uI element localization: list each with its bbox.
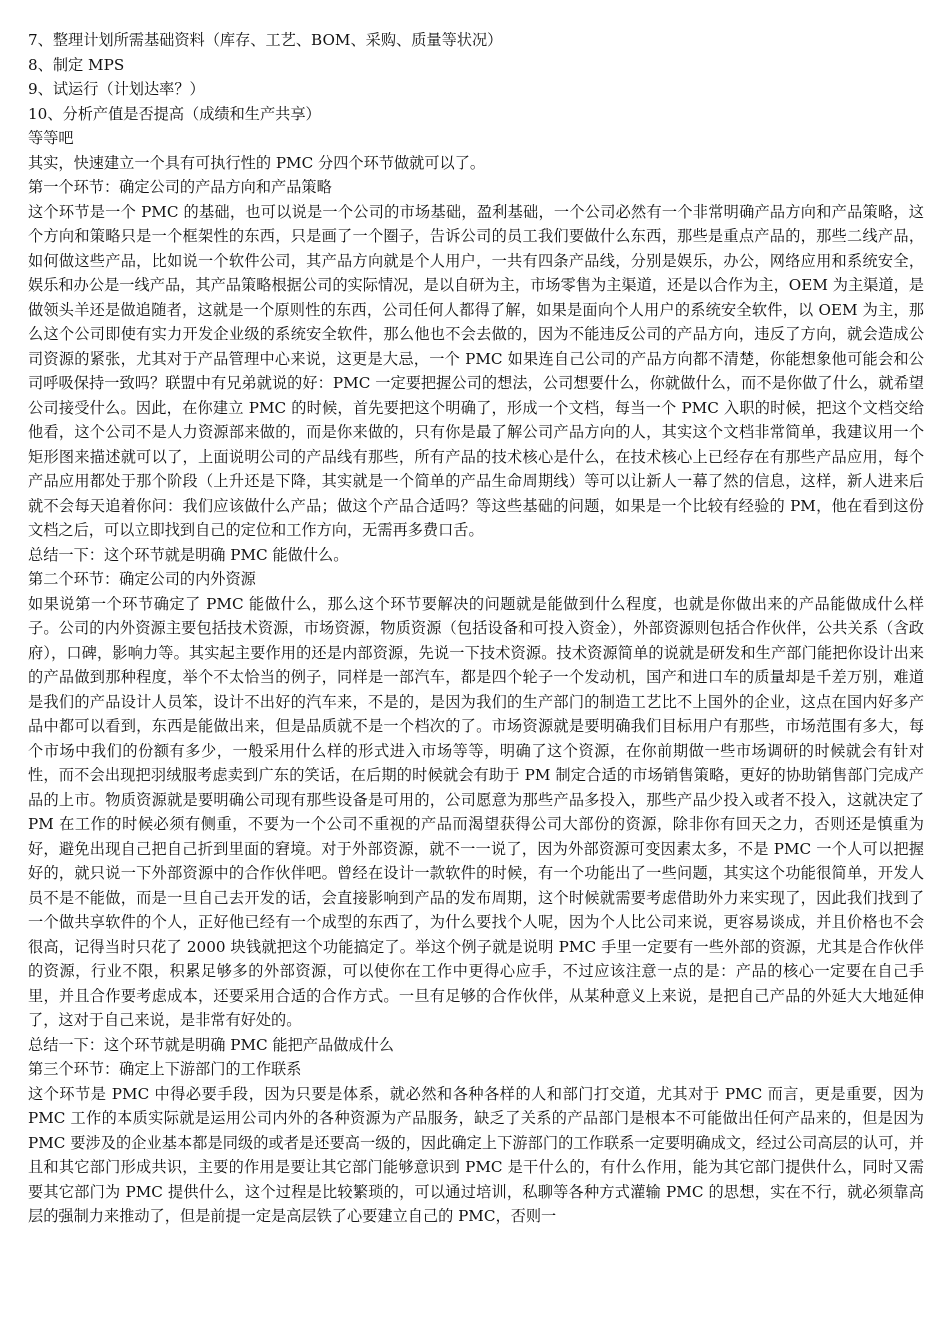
section1-heading: 第一个环节：确定公司的产品方向和产品策略: [28, 178, 332, 196]
section1-body: 这个环节是一个 PMC 的基础，也可以说是一个公司的市场基础，盈利基础，一个公司必然有一个非常明确产品方向和产品策略，这个方向和策略只是一个框架性的东西，只是画了一个圈子，告诉公司的员工我们要做什么东西，那些是重点产品的，那些二线产品，如何做这些产品，比如说一个软件公司，其产品方向就是个人用户，一共有四条产品线，分别是娱乐，办公，网络应用和系统安全，娱乐和办公是一线产品，其产品策略根据公司的实际情况，是以自研为主，市场零售为主渠道，还是以合作为主，OEM 为主渠道，是做领头羊还是做追随者，这就是一个原则性的东西，公司任何人都得了解，如果是面向个人用户的系统安全软件，以 OEM 为主，那么这个公司即使有实力开发企业级的系统安全软件，那么他也不会去做的，因为不能违反公司的产品方向，违反了方向，就会造成公司资源的紧张，尤其对于产品管理中心来说，这更是大忌，一个 PMC 如果连自己公司的产品方向都不清楚，你能想象他可能会和公司呼吸保持一致吗？联盟中有兄弟就说的好：PMC 一定要把握公司的想法，公司想要什么，你就做什么，而不是你做了什么，就希望公司接受什么。因此，在你建立 PMC 的时候，首先要把这个明确了，形成一个文档，每当一个 PMC 入职的时候，把这个文档交给他看，这个公司不是人力资源部来做的，而是你来做的，只有你是最了解公司产品方向的人，其实这个文档非常简单，我建议用一个矩形图来描述就可以了，上面说明公司的产品线有那些，所有产品的技术核心是什么，在技术核心上已经存在有那些产品应用，每个产品应用都处于那个阶段（上升还是下降，其实就是一个简单的产品生命周期线）等可以让新人一幕了然的信息，这样，新人进来后就不会每天追着你问：我们应该做什么产品；做这个产品合适吗？等这些基础的问题，如果是一个比较有经验的 PM，他在看到这份文档之后，可以立即找到自己的定位和工作方向，无需再多费口舌。: [28, 202, 924, 539]
section2-heading: 第二个环节：确定公司的内外资源: [28, 570, 256, 588]
list-item-10: 10、分析产值是否提高（成绩和生产共享）: [28, 104, 321, 123]
section2-body: 如果说第一个环节确定了 PMC 能做什么，那么这个环节要解决的问题就是能做到什么程度，也就是你做出来的产品能做成什么样子。公司的内外资源主要包括技术资源，市场资源，物质资源（包括设备和可投入资金），外部资源则包括合作伙伴，公共关系（含政府），口碑，影响力等。其实起主要作用的还是内部资源，先说一下技术资源。技术资源简单的说就是研发和生产部门能把你设计出来的产品做到那种程度，举个不太恰当的例子，同样是一部汽车，都是四个轮子一个发动机，国产和进口车的质量却是千差万别，难道是我们的产品设计人员笨，设计不出好的汽车来，不是的，是因为我们的生产部门的制造工艺比不上国外的企业，这点在国内好多产品中都可以看到，东西是能做出来，但是品质就不是一个档次的了。市场资源就是要明确我们目标用户有那些，市场范围有多大，每个市场中我们的份额有多少，一般采用什么样的形式进入市场等等，明确了这个资源，在你前期做一些市场调研的时候就会有针对性，而不会出现把羽绒服考虑卖到广东的笑话，在后期的时候就会有助于 PM 制定合适的市场销售策略，更好的协助销售部门完成产品的上市。物质资源就是要明确公司现有那些设备是可用的，公司愿意为那些产品多投入，那些产品少投入或者不投入，这就决定了 PM 在工作的时候必须有侧重，不要为一个公司不重视的产品而渴望获得公司大部份的资源，除非你有回天之力，否则还是慎重为好，避免出现自己把自己折到里面的窘境。对于外部资源，就不一一说了，因为外部资源可变因素太多，不是 PMC 一个人可以把握好的，就只说一下外部资源中的合作伙伴吧。曾经在设计一款软件的时候，有一个功能出了一些问题，其实这个功能很简单，开发人员不是不能做，而是一旦自己去开发的话，会直接影响到产品的发布周期，这个时候就需要考虑借助外力来实现了，因此我们找到了一个做共享软件的个人，正好他已经有一个成型的东西了，为什么要找个人呢，因为个人比公司来说，更容易谈成，并且价格也不会很高，记得当时只花了 2000 块钱就把这个功能搞定了。举这个例子就是说明 PMC 手里一定要有一些外部的资源，尤其是合作伙伴的资源，行业不限，积累足够多的外部资源，可以使你在工作中更得心应手，不过应该注意一点的是：产品的核心一定要在自己手里，并且合作要考虑成本，还要采用合适的合作方式。一旦有足够的合作伙伴，从某种意义上来说，是把自己产品的外延大大地延伸了，这对于自己来说，是非常有好处的。: [28, 594, 924, 1029]
section3-heading: 第三个环节：确定上下游部门的工作联系: [28, 1060, 302, 1078]
list-item-7: 7、整理计划所需基础资料（库存、工艺、BOM、采购、质量等状况）: [28, 31, 503, 49]
list-item-8: 8、制定 MPS: [28, 55, 125, 74]
section3-body: 这个环节是 PMC 中得必要手段，因为只要是体系，就必然和各种各样的人和部门打交道，尤其对于 PMC 而言，更是重要，因为 PMC 工作的本质实际就是运用公司内外的各种资源为产品服务，缺乏了关系的产品部门是根本不可能做出任何产品来的，但是因为 PMC 要涉及的企业基本都是同级的或者是还要高一级的，因此确定上下游部门的工作联系一定要明确成文，经过公司高层的认可，并且和其它部门形成共识，主要的作用是要让其它部门能够意识到 PMC 是干什么的，有什么作用，能为其它部门提供什么，同时又需要其它部门为 PMC 提供什么，这个过程是比较繁琐的，可以通过培训，私聊等各种方式灌输 PMC 的思想，实在不行，就必须靠高层的强制力来推动了，但是前提一定是高层铁了心要建立自己的 PMC，否则一: [28, 1084, 924, 1225]
section2-summary: 总结一下：这个环节就是明确 PMC 能把产品做成什么: [28, 1035, 394, 1054]
section1-summary: 总结一下：这个环节就是明确 PMC 能做什么。: [28, 545, 349, 564]
etc-line: 等等吧: [28, 129, 74, 147]
list-item-9: 9、试运行（计划达率？）: [28, 80, 205, 98]
intro-line: 其实，快速建立一个具有可执行性的 PMC 分四个环节做就可以了。: [28, 153, 486, 172]
